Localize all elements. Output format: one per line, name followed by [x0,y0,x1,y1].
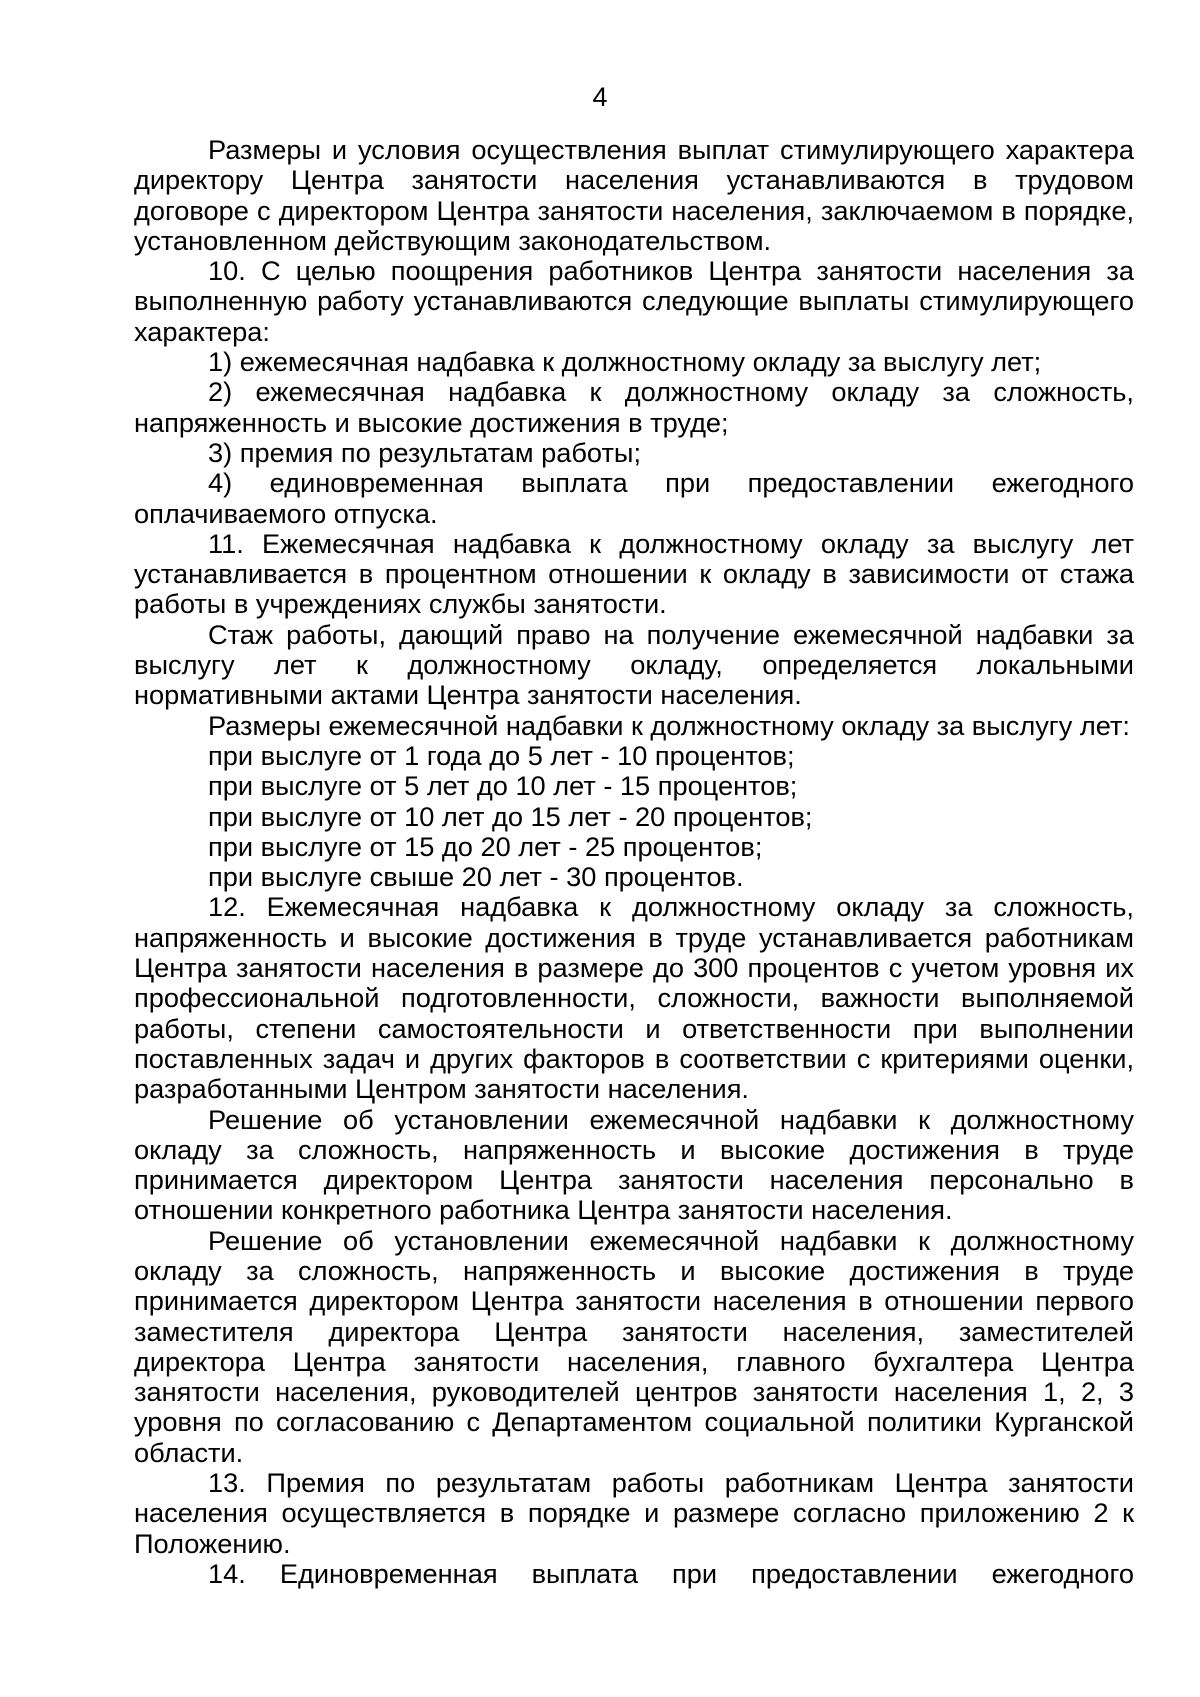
seniority-rate-4: при выслуге от 15 до 20 лет - 25 процентов; [208,830,763,862]
list-item-3: 3) премия по результатам работы; [208,436,642,468]
seniority-rate-3: при выслуге от 10 лет до 15 лет - 20 процентов; [208,800,813,832]
paragraph-seniority-definition: Стаж работы, дающий право на получение ежемесячной надбавки за выслугу лет к должностному окладу, определяется локальными нормативными актами Центра занятости населения. [134,618,1134,711]
paragraph-decision-management: Решение об установлении ежемесячной надбавки к должностному окладу за сложность, напряженность и высокие достижения в труде принимается директором Центра занятости населения в отношении первого заместителя директора Центра занятости населения, заместителей директора Центра занятости населения, главного бухгалтера Центра занятости населения, руководителей центров занятости населения 1, 2, 3 уровня по согласованию с Департаментом социальной политики Курганской области. [134,1224,1134,1468]
paragraph-13-bonus: 13. Премия по результатам работы работникам Центра занятости населения осуществляется в порядке и размере согласно приложению 2 к Положению. [134,1467,1134,1559]
paragraph-12-complexity-bonus: 12. Ежемесячная надбавка к должностному окладу за сложность, напряженность и высокие достижения в труде устанавливается работникам Центра занятости населения в размере до 300 процентов с учетом уровня их профессиональной подготовленности, сложности, важности выполняемой работы, степени самостоятельности и ответственности при выполнении поставленных задач и других факторов в соответствии с критериями оценки, разработанными Центром занятости населения. [134,891,1134,1105]
page-number: 4 [592,82,608,112]
document-body [134,135,1134,1589]
seniority-rate-2: при выслуге от 5 лет до 10 лет - 15 процентов; [208,770,798,802]
seniority-rate-5: при выслуге свыше 20 лет - 30 процентов. [208,861,744,893]
paragraph-11-seniority-bonus: 11. Ежемесячная надбавка к должностному окладу за выслугу лет устанавливается в процентном отношении к окладу в зависимости от стажа работы в учреждениях службы занятости. [134,527,1134,620]
list-item-2: 2) ежемесячная надбавка к должностному окладу за сложность, напряженность и высокие достижения в труде; [134,376,1134,438]
list-item-4: 4) единовременная выплата при предоставлении ежегодного оплачиваемого отпуска. [134,467,1134,529]
paragraph-decision-personal: Решение об установлении ежемесячной надбавки к должностному окладу за сложность, напряженность и высокие достижения в труде принимается директором Центра занятости населения персонально в отношении конкретного работника Центра занятости населения. [134,1103,1134,1226]
paragraph-10-stimulating-payments: 10. С целью поощрения работников Центра занятости населения за выполненную работу устанавливаются следующие выплаты стимулирующего характера: [134,255,1134,347]
paragraph-14-lump-sum: 14. Единовременная выплата при предоставлении ежегодного [208,1557,1134,1589]
seniority-rates-heading: Размеры ежемесячной надбавки к должностному окладу за выслугу лет: [208,709,1130,741]
seniority-rate-1: при выслуге от 1 года до 5 лет - 10 процентов; [208,739,795,771]
list-item-1: 1) ежемесячная надбавка к должностному окладу за выслугу лет; [208,346,1042,378]
paragraph-director-payments: Размеры и условия осуществления выплат стимулирующего характера директору Центра занятости населения устанавливаются в трудовом договоре с директором Центра занятости населения, заключаемом в порядке, установленном действующим законодательством. [134,134,1134,256]
